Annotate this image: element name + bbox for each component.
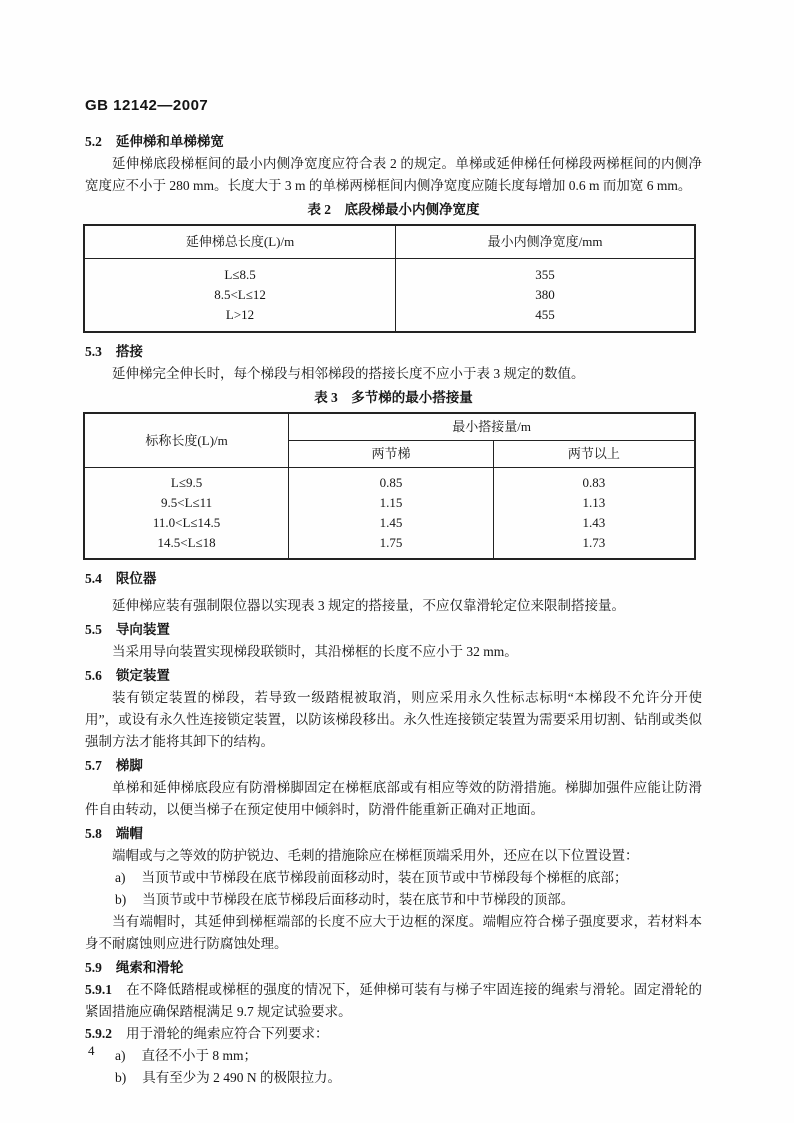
table-row — [84, 413, 695, 441]
list-label: a) — [115, 870, 126, 885]
table-cell: 1.45 — [289, 513, 494, 533]
section-title: 限位器 — [115, 571, 157, 586]
table-cell: 8.5<L≤12 — [84, 285, 396, 305]
table-2-col2-header: 最小内侧净宽度/mm — [396, 225, 695, 259]
clause-number: 5.9.1 — [85, 982, 112, 997]
section-5-2-body: 延伸梯底段梯框间的最小内侧净宽度应符合表 2 的规定。单梯或延伸梯任何梯段两梯框间的内侧净宽度应不小于 280 mm。长度大于 3 m 的单梯两梯框间内侧净宽度应随长度每增加 0.6 m 而加宽 6 mm。 — [85, 156, 702, 193]
section-5-3-heading — [85, 341, 702, 363]
section-5-7-body: 单梯和延伸梯底段应有防滑梯脚固定在梯框底部或有相应等效的防滑措施。梯脚加强件应能让防滑件自由转动，以便当梯子在预定使用中倾斜时，防滑件能重新正确对正地面。 — [85, 780, 702, 817]
clause-number: 5.9.2 — [85, 1026, 112, 1041]
section-number: 5.8 — [85, 826, 102, 841]
table-cell: 1.75 — [289, 533, 494, 559]
table-cell: L≤9.5 — [84, 468, 289, 494]
table-cell: 0.83 — [493, 468, 695, 494]
section-5-6-body: 装有锁定装置的梯段，若导致一级踏棍被取消，则应采用永久性标志标明“本梯段不允许分开使用”，或设有永久性连接锁定装置，以防该梯段移出。永久性连接锁定装置为需要采用切割、钻削或类似强制方法才能将其卸下的结构。 — [85, 690, 702, 749]
table-2-col1-header: 延伸梯总长度(L)/m — [84, 225, 396, 259]
table-cell: 14.5<L≤18 — [157, 535, 216, 550]
list-item-b — [85, 889, 702, 911]
section-5-7-heading — [85, 755, 702, 777]
section-title: 延伸梯和单梯梯宽 — [115, 134, 224, 149]
section-number: 5.3 — [85, 344, 102, 359]
table-2 — [83, 224, 696, 333]
section-number: 5.9 — [85, 960, 102, 975]
section-5-4-body: 延伸梯应装有强制限位器以实现表 3 规定的搭接量，不应仅靠滑轮定位来限制搭接量。 — [112, 598, 625, 613]
table-2-caption: 表 2 底段梯最小内侧净宽度 — [307, 202, 480, 217]
section-5-6-heading — [85, 665, 702, 687]
section-number: 5.5 — [85, 622, 102, 637]
table-cell: 1.43 — [493, 513, 695, 533]
list-text: 具有至少为 2 490 N 的极限拉力。 — [142, 1070, 341, 1085]
table-cell: 11.0<L≤14.5 — [152, 515, 221, 530]
section-title: 锁定装置 — [115, 668, 170, 683]
section-5-3-body: 延伸梯完全伸长时，每个梯段与相邻梯段的搭接长度不应小于表 3 规定的数值。 — [112, 366, 585, 381]
list-text: 直径不小于 8 mm； — [141, 1048, 258, 1063]
section-number: 5.4 — [85, 571, 102, 586]
table-cell: L>12 — [84, 305, 396, 332]
section-number: 5.7 — [85, 758, 102, 773]
table-cell: 0.85 — [289, 468, 494, 494]
list-text: 当顶节或中节梯段在底节梯段后面移动时，装在底节和中节梯段的顶部。 — [142, 892, 575, 907]
table-3-subheader-1: 两节梯 — [289, 441, 494, 468]
table-cell: 1.15 — [289, 493, 494, 513]
section-title: 导向装置 — [115, 622, 170, 637]
section-5-8-after: 当有端帽时，其延伸到梯框端部的长度不应大于边框的深度。端帽应符合梯子强度要求，若材料本身不耐腐蚀则应进行防腐蚀处理。 — [85, 914, 702, 951]
section-5-5-body: 当采用导向装置实现梯段联锁时，其沿梯框的长度不应小于 32 mm。 — [112, 644, 518, 659]
section-number: 5.2 — [85, 134, 102, 149]
table-cell: 380 — [535, 287, 555, 302]
list-label: b) — [115, 892, 127, 907]
clause-5-9-1 — [85, 979, 702, 1023]
list-item-a — [85, 1045, 702, 1067]
table-3 — [83, 412, 696, 560]
clause-text: 用于滑轮的绳索应符合下列要求： — [126, 1026, 329, 1041]
section-5-9-heading — [85, 957, 702, 979]
list-text: 当顶节或中节梯段在底节梯段前面移动时，装在顶节或中节梯段每个梯框的底部； — [141, 870, 628, 885]
list-item-b — [85, 1067, 702, 1089]
table-3-span-header: 最小搭接量/m — [289, 413, 695, 441]
clause-text: 在不降低踏棍或梯框的强度的情况下，延伸梯可装有与梯子牢固连接的绳索与滑轮。固定滑轮的紧固措施应确保踏棍满足 9.7 规定试验要求。 — [85, 982, 702, 1019]
page-number: 4 — [88, 1043, 95, 1058]
section-title: 绳索和滑轮 — [115, 960, 184, 975]
table-3-subheader-2: 两节以上 — [493, 441, 695, 468]
table-cell: 1.73 — [493, 533, 695, 559]
standard-code-header: GB 12142—2007 — [85, 97, 209, 114]
table-row — [84, 285, 695, 305]
table-row — [84, 259, 695, 286]
clause-5-9-2 — [85, 1023, 702, 1045]
section-number: 5.6 — [85, 668, 102, 683]
section-title: 端帽 — [115, 826, 143, 841]
table-row — [84, 305, 695, 332]
table-cell: 9.5<L≤11 — [160, 495, 213, 510]
section-5-5-heading — [85, 619, 702, 641]
table-row — [84, 513, 695, 533]
table-cell: 1.13 — [493, 493, 695, 513]
table-row — [84, 225, 695, 259]
section-5-8-heading — [85, 823, 702, 845]
table-3-caption: 表 3 多节梯的最小搭接量 — [314, 390, 473, 405]
list-label: b) — [115, 1070, 127, 1085]
table-row — [84, 468, 695, 494]
section-5-8-intro: 端帽或与之等效的防护锐边、毛刺的措施除应在梯框顶端采用外，还应在以下位置设置： — [112, 848, 639, 863]
section-5-2-heading — [85, 131, 702, 153]
section-title: 搭接 — [115, 344, 143, 359]
section-title: 梯脚 — [115, 758, 143, 773]
table-3-col1-header: 标称长度(L)/m — [84, 413, 289, 468]
table-cell: 455 — [535, 307, 555, 322]
section-5-4-heading — [85, 568, 702, 590]
table-row — [84, 493, 695, 513]
table-cell: L≤8.5 — [84, 259, 396, 286]
table-cell: 355 — [535, 267, 555, 282]
list-item-a — [85, 867, 702, 889]
list-label: a) — [115, 1048, 126, 1063]
table-row — [84, 533, 695, 559]
